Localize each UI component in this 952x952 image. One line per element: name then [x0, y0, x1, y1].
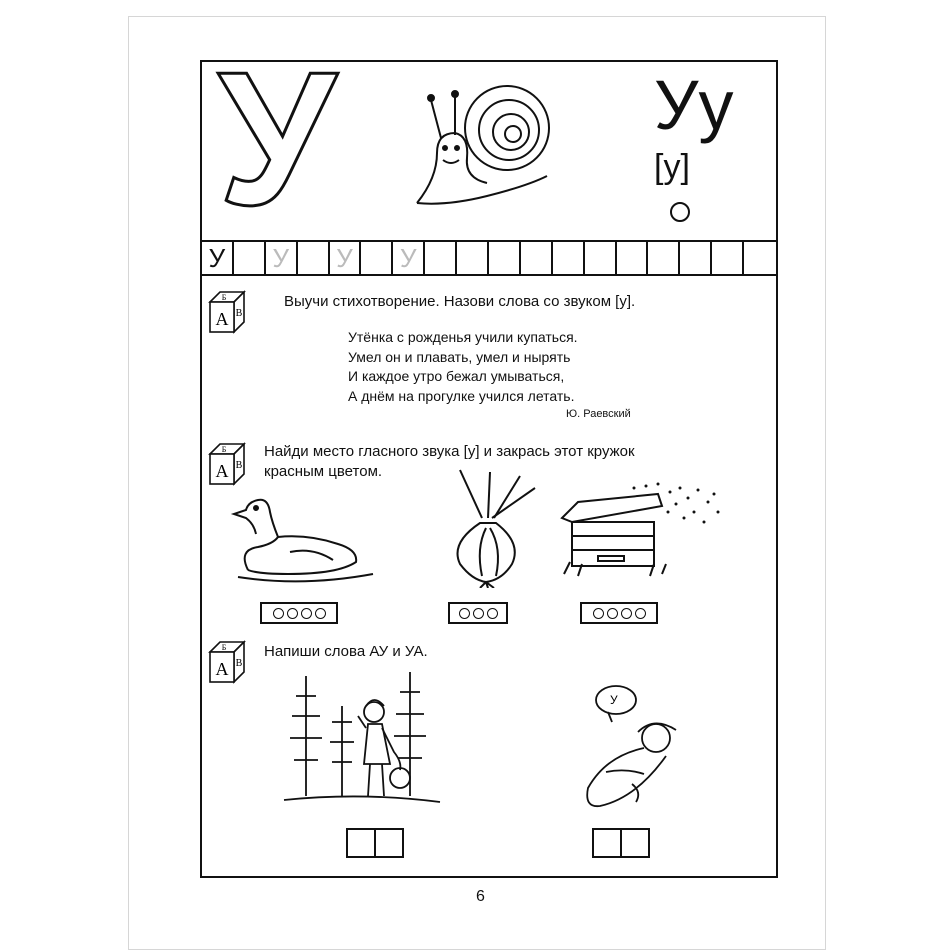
letter-box[interactable] [592, 828, 622, 858]
poem-line: Утёнка с рожденья учили купаться. [348, 329, 578, 345]
abc-top-letter: Б [221, 445, 227, 454]
speech-bubble-text: У [610, 693, 618, 707]
poem-author: Ю. Раевский [566, 408, 631, 420]
tracing-cell[interactable] [521, 242, 553, 274]
sound-scheme-beehive [580, 602, 658, 624]
sound-label: [у] [654, 148, 690, 186]
sound-circle[interactable] [473, 608, 484, 619]
tracing-row [202, 242, 776, 276]
tracing-cell[interactable] [425, 242, 457, 274]
tracing-cell[interactable] [585, 242, 617, 274]
tracing-cell[interactable] [298, 242, 330, 274]
sound-circle[interactable] [301, 608, 312, 619]
tracing-cell[interactable] [648, 242, 680, 274]
sound-scheme-onion [448, 602, 508, 624]
sound-circle[interactable] [635, 608, 646, 619]
poem-line: Умел он и плавать, умел и нырять [348, 348, 571, 365]
header [202, 33, 776, 245]
letter-pair: Уу [654, 66, 734, 144]
sound-circle[interactable] [593, 608, 604, 619]
tracing-cell[interactable] [617, 242, 649, 274]
abc-block-icon [206, 290, 248, 336]
worksheet-frame [200, 33, 778, 878]
sound-circle[interactable] [459, 608, 470, 619]
task2-instruction-line: Найди место гласного звука [у] и закрась этот кружок [264, 443, 635, 460]
poem-line: И каждое утро бежал умываться, [348, 368, 565, 384]
poem-line: А днём на прогулке учился летать. [348, 387, 575, 404]
tracing-cell[interactable] [234, 242, 266, 274]
vowel-circle [670, 202, 690, 222]
tracing-cell-guide[interactable]: У [266, 242, 298, 274]
abc-block-icon [206, 640, 248, 686]
letter-box[interactable] [620, 828, 650, 858]
sound-circle[interactable] [487, 608, 498, 619]
abc-top-letter: Б [221, 293, 227, 302]
big-letter: У [218, 33, 337, 245]
answer-boxes-ua [592, 828, 650, 858]
task1-instruction: Выучи стихотворение. Назови слова со звуком [у]. [284, 293, 636, 310]
abc-side-letter: В [235, 658, 243, 669]
abc-front-letter: А [215, 461, 229, 481]
girl-in-forest-picture [282, 666, 442, 816]
tracing-cell[interactable] [744, 242, 776, 274]
answer-boxes-au [346, 828, 404, 858]
sound-circle[interactable] [315, 608, 326, 619]
tracing-cell[interactable] [553, 242, 585, 274]
task3-instruction: Напиши слова АУ и УА. [264, 643, 428, 660]
abc-front-letter: А [215, 659, 229, 679]
baby-picture [566, 676, 706, 816]
task2-instruction-line: красным цветом. [264, 463, 383, 480]
abc-side-letter: В [235, 460, 243, 471]
sound-circle[interactable] [287, 608, 298, 619]
abc-side-letter: В [235, 308, 243, 319]
beehive-picture [558, 472, 728, 582]
tracing-cell[interactable] [457, 242, 489, 274]
abc-top-letter: Б [221, 643, 227, 652]
letter-box[interactable] [374, 828, 404, 858]
sound-circle[interactable] [607, 608, 618, 619]
tracing-cell[interactable] [712, 242, 744, 274]
duck-picture [228, 492, 378, 587]
letter-box[interactable] [346, 828, 376, 858]
poem [348, 328, 578, 406]
abc-block-icon [206, 442, 248, 488]
tracing-cell[interactable] [361, 242, 393, 274]
tracing-cell[interactable] [489, 242, 521, 274]
sound-scheme-duck [260, 602, 338, 624]
snail-picture [407, 78, 557, 218]
tracing-cell[interactable] [680, 242, 712, 274]
tracing-cell-guide[interactable]: У [393, 242, 425, 274]
sound-circle[interactable] [273, 608, 284, 619]
tracing-cell-sample: У [202, 242, 234, 274]
page-number: 6 [476, 888, 485, 905]
abc-front-letter: А [215, 309, 229, 329]
tracing-cell-guide[interactable]: У [330, 242, 362, 274]
onion-picture [440, 468, 540, 588]
sound-circle[interactable] [621, 608, 632, 619]
